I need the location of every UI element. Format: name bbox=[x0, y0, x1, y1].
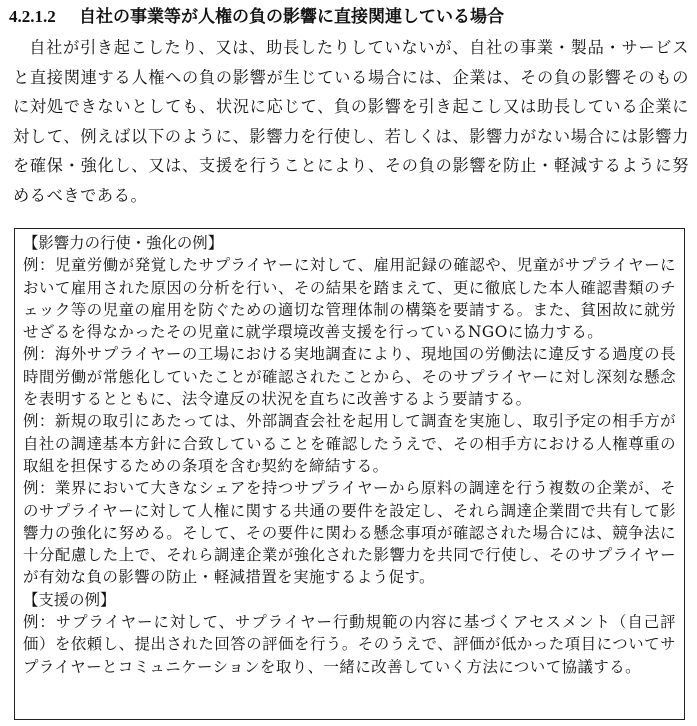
influence-examples-title: 【影響力の行使・強化の例】 bbox=[23, 234, 224, 252]
influence-example-4: 例：業界において大きなシェアを持つサプライヤーから原料の調達を行う複数の企業が、そのサプライヤーに対して人権に関する共通の要件を設定し、それら調達企業間で共有して影響力の強化に努める。そして、その要件に関わる懸念事項が確認された場合には、競争法に十分配慮した上で、それら調達企業が強化された影響力を共同で行使し、そのサプライヤーが有効な負の影響の防止・軽減措置を実施するよう促す。 bbox=[23, 479, 676, 587]
support-examples-title: 【支援の例】 bbox=[23, 590, 116, 609]
section-number: 4.2.1.2 bbox=[9, 7, 56, 26]
example-box bbox=[14, 228, 685, 720]
influence-example-3: 例：新規の取引にあたっては、外部調査会社を起用して調査を実施し、取引予定の相手方が自社の調達基本方針に合致していることを確認したうえで、その相手方における人権尊重の取組を担保するための条項を含む契約を締結する。 bbox=[23, 412, 676, 475]
support-example-1: 例：サプライヤーに対して、サプライヤー行動規範の内容に基づくアセスメント（自己評価）を依頼し、提出された回答の評価を行う。そのうえで、評価が低かった項目についてサプライヤーとコミュニケーションを取り、一緒に改善していく方法について協議する。 bbox=[23, 613, 676, 676]
influence-example-1: 例：児童労働が発覚したサプライヤーに対して、雇用記録の確認や、児童がサプライヤーにおいて雇用された原因の分析を行い、その結果を踏まえて、更に徹底した本人確認書類のチェック等の児童の雇用を防ぐための適切な管理体制の構築を要請する。また、貧困故に就労せざるを得なかったその児童に就学環境改善支援を行っているNGOに協力する。 bbox=[23, 256, 676, 342]
intro-paragraph: 自社が引き起こしたり、又は、助長したりしていないが、自社の事業・製品・サービスと直接関連する人権への負の影響が生じている場合には、企業は、その負の影響そのものに対処できないとしても、状況に応じて、負の影響を引き起こし又は助長している企業に対して、例えば以下のように、影響力を行使し、若しくは、影響力がない場合には影響力を確保・強化し、又は、支援を行うことにより、その負の影響を防止・軽減するように努めるべきである。 bbox=[13, 38, 689, 205]
section-heading bbox=[9, 4, 504, 30]
section-title: 自社の事業等が人権の負の影響に直接関連している場合 bbox=[79, 7, 504, 27]
influence-example-2: 例：海外サプライヤーの工場における実地調査により、現地国の労働法に違反する過度の長時間労働が常態化していたことが確認されたことから、そのサプライヤーに対し深刻な懸念を表明するとともに、法令違反の状況を直ちに改善するよう要請する。 bbox=[23, 345, 676, 409]
